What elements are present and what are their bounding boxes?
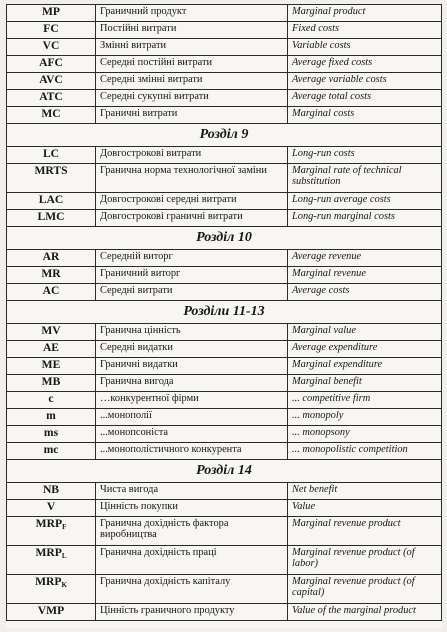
section-heading-row	[7, 124, 442, 147]
term-english: Average costs	[288, 284, 442, 301]
term-abbreviation	[7, 358, 96, 375]
term-row	[7, 73, 442, 90]
term-ukrainian: Постійні витрати	[96, 22, 288, 39]
abbreviation-text: MV	[41, 324, 61, 337]
term-abbreviation	[7, 39, 96, 56]
term-ukrainian: Середні сукупні витрати	[96, 90, 288, 107]
term-abbreviation	[7, 546, 96, 575]
abbreviation-text: ms	[43, 426, 59, 439]
abbreviation-text: MB	[41, 375, 61, 388]
term-english: Marginal benefit	[288, 375, 442, 392]
term-english: Marginal product	[288, 5, 442, 22]
term-row	[7, 500, 442, 517]
term-ukrainian: Довгострокові витрати	[96, 147, 288, 164]
term-english: Average expenditure	[288, 341, 442, 358]
term-english: Marginal revenue product	[288, 517, 442, 546]
term-row	[7, 39, 442, 56]
term-ukrainian: ...монополії	[96, 409, 288, 426]
abbreviation-text: m	[46, 409, 56, 422]
term-row	[7, 56, 442, 73]
term-abbreviation	[7, 604, 96, 621]
term-ukrainian: Середні витрати	[96, 284, 288, 301]
term-abbreviation	[7, 483, 96, 500]
abbreviation-text: MRTS	[34, 164, 68, 177]
term-english: Long-run marginal costs	[288, 210, 442, 227]
term-row	[7, 193, 442, 210]
term-abbreviation	[7, 90, 96, 107]
abbreviation-text: MRP	[35, 546, 62, 559]
abbreviation-text: FC	[43, 22, 59, 35]
abbreviation-subscript: L	[61, 552, 67, 560]
term-abbreviation	[7, 500, 96, 517]
term-row	[7, 575, 442, 604]
term-ukrainian: Чиста вигода	[96, 483, 288, 500]
term-ukrainian: Довгострокові середні витрати	[96, 193, 288, 210]
term-row	[7, 483, 442, 500]
term-english: Net benefit	[288, 483, 442, 500]
section-heading-row	[7, 301, 442, 324]
term-abbreviation	[7, 409, 96, 426]
term-english: Value	[288, 500, 442, 517]
term-ukrainian: Гранична дохідність капіталу	[96, 575, 288, 604]
term-english: Average total costs	[288, 90, 442, 107]
abbreviation-text: c	[48, 392, 54, 405]
term-ukrainian: Середні видатки	[96, 341, 288, 358]
term-ukrainian: Граничні витрати	[96, 107, 288, 124]
term-abbreviation	[7, 5, 96, 22]
term-abbreviation	[7, 324, 96, 341]
term-ukrainian: Граничні видатки	[96, 358, 288, 375]
term-abbreviation	[7, 73, 96, 90]
term-abbreviation	[7, 267, 96, 284]
section-heading-row	[7, 227, 442, 250]
term-english: Long-run average costs	[288, 193, 442, 210]
term-abbreviation	[7, 443, 96, 460]
term-row	[7, 604, 442, 621]
abbreviation-text: MP	[41, 5, 61, 18]
term-ukrainian: ...монопсоніста	[96, 426, 288, 443]
term-abbreviation	[7, 284, 96, 301]
term-abbreviation	[7, 575, 96, 604]
section-title: Розділ 9	[7, 124, 442, 147]
term-ukrainian: Середні змінні витрати	[96, 73, 288, 90]
term-row	[7, 5, 442, 22]
term-english: Marginal costs	[288, 107, 442, 124]
term-row	[7, 409, 442, 426]
term-ukrainian: Цінність граничного продукту	[96, 604, 288, 621]
term-row	[7, 22, 442, 39]
term-ukrainian: Гранична цінність	[96, 324, 288, 341]
glossary-body	[7, 5, 442, 621]
abbreviation-text: AC	[42, 284, 60, 297]
term-english: Average revenue	[288, 250, 442, 267]
term-english: Marginal rate of technical substitution	[288, 164, 442, 193]
term-row	[7, 341, 442, 358]
abbreviation-text: ATC	[39, 90, 63, 103]
term-abbreviation	[7, 147, 96, 164]
term-abbreviation	[7, 22, 96, 39]
term-row	[7, 324, 442, 341]
term-ukrainian: Гранична дохідність праці	[96, 546, 288, 575]
abbreviation-text: LAC	[38, 193, 64, 206]
term-ukrainian: Середні постійні витрати	[96, 56, 288, 73]
term-row	[7, 375, 442, 392]
term-abbreviation	[7, 56, 96, 73]
abbreviation-text: LC	[42, 147, 60, 160]
term-english: Marginal revenue product (of labor)	[288, 546, 442, 575]
term-ukrainian: Гранична дохідність фактора виробництва	[96, 517, 288, 546]
term-ukrainian: Цінність покупки	[96, 500, 288, 517]
abbreviation-subscript: F	[62, 523, 67, 531]
term-row	[7, 147, 442, 164]
term-abbreviation	[7, 250, 96, 267]
term-row	[7, 267, 442, 284]
term-english: Marginal revenue	[288, 267, 442, 284]
abbreviation-text: VC	[42, 39, 60, 52]
term-abbreviation	[7, 375, 96, 392]
term-row	[7, 210, 442, 227]
term-english: Fixed costs	[288, 22, 442, 39]
term-english: ... competitive firm	[288, 392, 442, 409]
term-abbreviation	[7, 107, 96, 124]
abbreviation-text: AR	[42, 250, 60, 263]
term-english: Long-run costs	[288, 147, 442, 164]
section-title: Розділи 11-13	[7, 301, 442, 324]
abbreviation-subscript: K	[61, 581, 67, 589]
term-row	[7, 164, 442, 193]
glossary-table	[6, 4, 442, 621]
term-english: Average variable costs	[288, 73, 442, 90]
term-abbreviation	[7, 426, 96, 443]
term-abbreviation	[7, 341, 96, 358]
page	[6, 4, 442, 628]
term-ukrainian: …конкурентної фірми	[96, 392, 288, 409]
abbreviation-text: NB	[42, 483, 60, 496]
term-ukrainian: ...монополістичного конкурента	[96, 443, 288, 460]
term-english: Marginal revenue product (of capital)	[288, 575, 442, 604]
abbreviation-text: LMC	[37, 210, 65, 223]
abbreviation-text: AVC	[39, 73, 63, 86]
abbreviation-text: VMP	[37, 604, 65, 617]
term-english: Average fixed costs	[288, 56, 442, 73]
abbreviation-text: MRP	[35, 517, 63, 530]
term-row	[7, 426, 442, 443]
abbreviation-text: ME	[41, 358, 61, 371]
term-english: Value of the marginal product	[288, 604, 442, 621]
term-row	[7, 392, 442, 409]
abbreviation-text: AE	[42, 341, 60, 354]
term-english: ... monopoly	[288, 409, 442, 426]
term-abbreviation	[7, 193, 96, 210]
term-english: ... monopsony	[288, 426, 442, 443]
term-english: ... monopolistic competition	[288, 443, 442, 460]
abbreviation-text: mc	[43, 443, 59, 456]
term-english: Marginal expenditure	[288, 358, 442, 375]
term-ukrainian: Змінні витрати	[96, 39, 288, 56]
term-row	[7, 546, 442, 575]
term-row	[7, 107, 442, 124]
abbreviation-text: MR	[41, 267, 61, 280]
term-row	[7, 443, 442, 460]
term-ukrainian: Гранична вигода	[96, 375, 288, 392]
abbreviation-text: MRP	[35, 575, 62, 588]
term-english: Marginal value	[288, 324, 442, 341]
term-row	[7, 358, 442, 375]
term-row	[7, 284, 442, 301]
term-abbreviation	[7, 392, 96, 409]
term-abbreviation	[7, 210, 96, 227]
term-row	[7, 90, 442, 107]
term-abbreviation	[7, 164, 96, 193]
term-ukrainian: Гранична норма технологічної заміни	[96, 164, 288, 193]
term-ukrainian: Середній виторг	[96, 250, 288, 267]
abbreviation-text: V	[46, 500, 56, 513]
term-row	[7, 250, 442, 267]
term-ukrainian: Довгострокові граничні витрати	[96, 210, 288, 227]
term-ukrainian: Граничний виторг	[96, 267, 288, 284]
term-english: Variable costs	[288, 39, 442, 56]
term-row	[7, 517, 442, 546]
section-heading-row	[7, 460, 442, 483]
section-title: Розділ 14	[7, 460, 442, 483]
abbreviation-text: MC	[41, 107, 61, 120]
abbreviation-text: AFC	[39, 56, 63, 69]
section-title: Розділ 10	[7, 227, 442, 250]
term-ukrainian: Граничний продукт	[96, 5, 288, 22]
term-abbreviation	[7, 517, 96, 546]
